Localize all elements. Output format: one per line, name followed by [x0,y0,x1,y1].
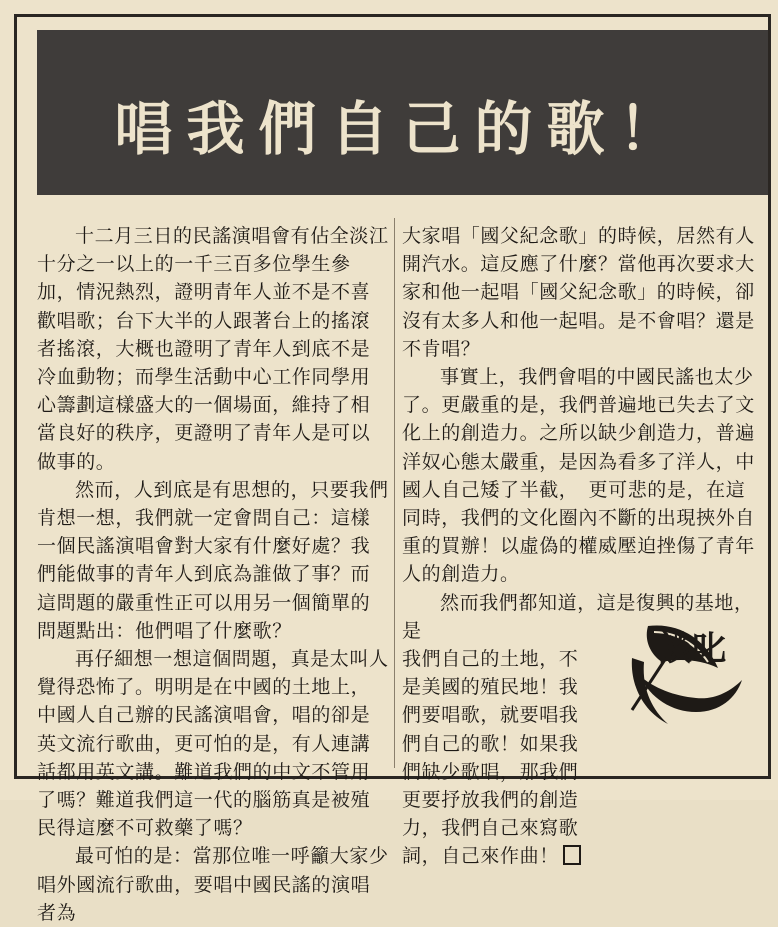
left-column [37,222,389,927]
title-banner [37,30,768,195]
end-mark-icon [563,845,581,865]
column-logo [610,588,760,738]
paragraph: 再仔細想一想這個問題，真是太叫人覺得恐怖了。明明是在中國的土地上，中國人自己辦的民謠演唱會，唱的卻是英文流行歌曲，更可怕的是，有人連講話都用英文講。難道我們的中文不管用了嗎？難道我們這一代的腦筋真是被殖民得這麼不可救藥了嗎？ [37,648,389,840]
right-border [768,14,771,778]
paragraph: 最可怕的是：當那位唯一呼籲大家少唱外國流行歌曲，要唱中國民謠的演唱者為 [37,845,389,924]
paragraph: 然而我們都知道，這是復興的基地，是 [402,591,754,642]
column-divider [394,218,395,768]
closing-text: 我們自己的土地，不是美國的殖民地！我們要唱歌，就要唱我們自己的歌！如果我們缺少歌唱，那我們更要抒放我們的創造力，我們自己來寫歌詞，自己來作曲！ [402,648,579,868]
right-column [402,222,762,871]
paragraph: 事實上，我們會唱的中國民謠也太少了。更嚴重的是，我們普遍地已失去了文化上的創造力。之所以缺少創造力，普遍洋奴心態太嚴重，是因為看多了洋人，中國人自己矮了半截， 更可悲的是，在這同時，我們的文化圈內不斷的出現挾外自重的買辦！以虛偽的權威壓迫挫傷了青年人的創造力。 [402,366,755,586]
paragraph: 然而，人到底是有思想的，只要我們肯想一想，我們就一定會問自己：這樣一個民謠演唱會對大家有什麼好處？我們能做事的青年人到底為誰做了事？而這問題的嚴重性正可以用另一個簡單的問題點出：他們唱了什麼歌？ [37,478,389,642]
paragraph: 大家唱「國父紀念歌」的時候，居然有人開汽水。這反應了什麼？當他再次要求大家和他一起唱「國父紀念歌」的時候，卻沒有太多人和他一起唱。是不會唱？還是不肯唱？ [402,225,755,360]
paragraph: 十二月三日的民謠演唱會有佔全淡江十分之一以上的一千三百多位學生參加，情況熱烈，證明青年人並不是不喜歡唱歌；台下大半的人跟著台上的搖滾者搖滾，大概也證明了青年人到底不是冷血動物；而學生活動中心工作同學用心籌劃這樣盛大的一個場面，維持了相當良好的秩序，更證明了青年人是可以做事的。 [37,225,389,473]
top-border [14,14,770,17]
logo-text: 談叱 [658,629,726,669]
article-title: 唱我們自己的歌！ [114,95,691,163]
left-border [14,14,17,778]
closing-paragraph [402,645,587,871]
